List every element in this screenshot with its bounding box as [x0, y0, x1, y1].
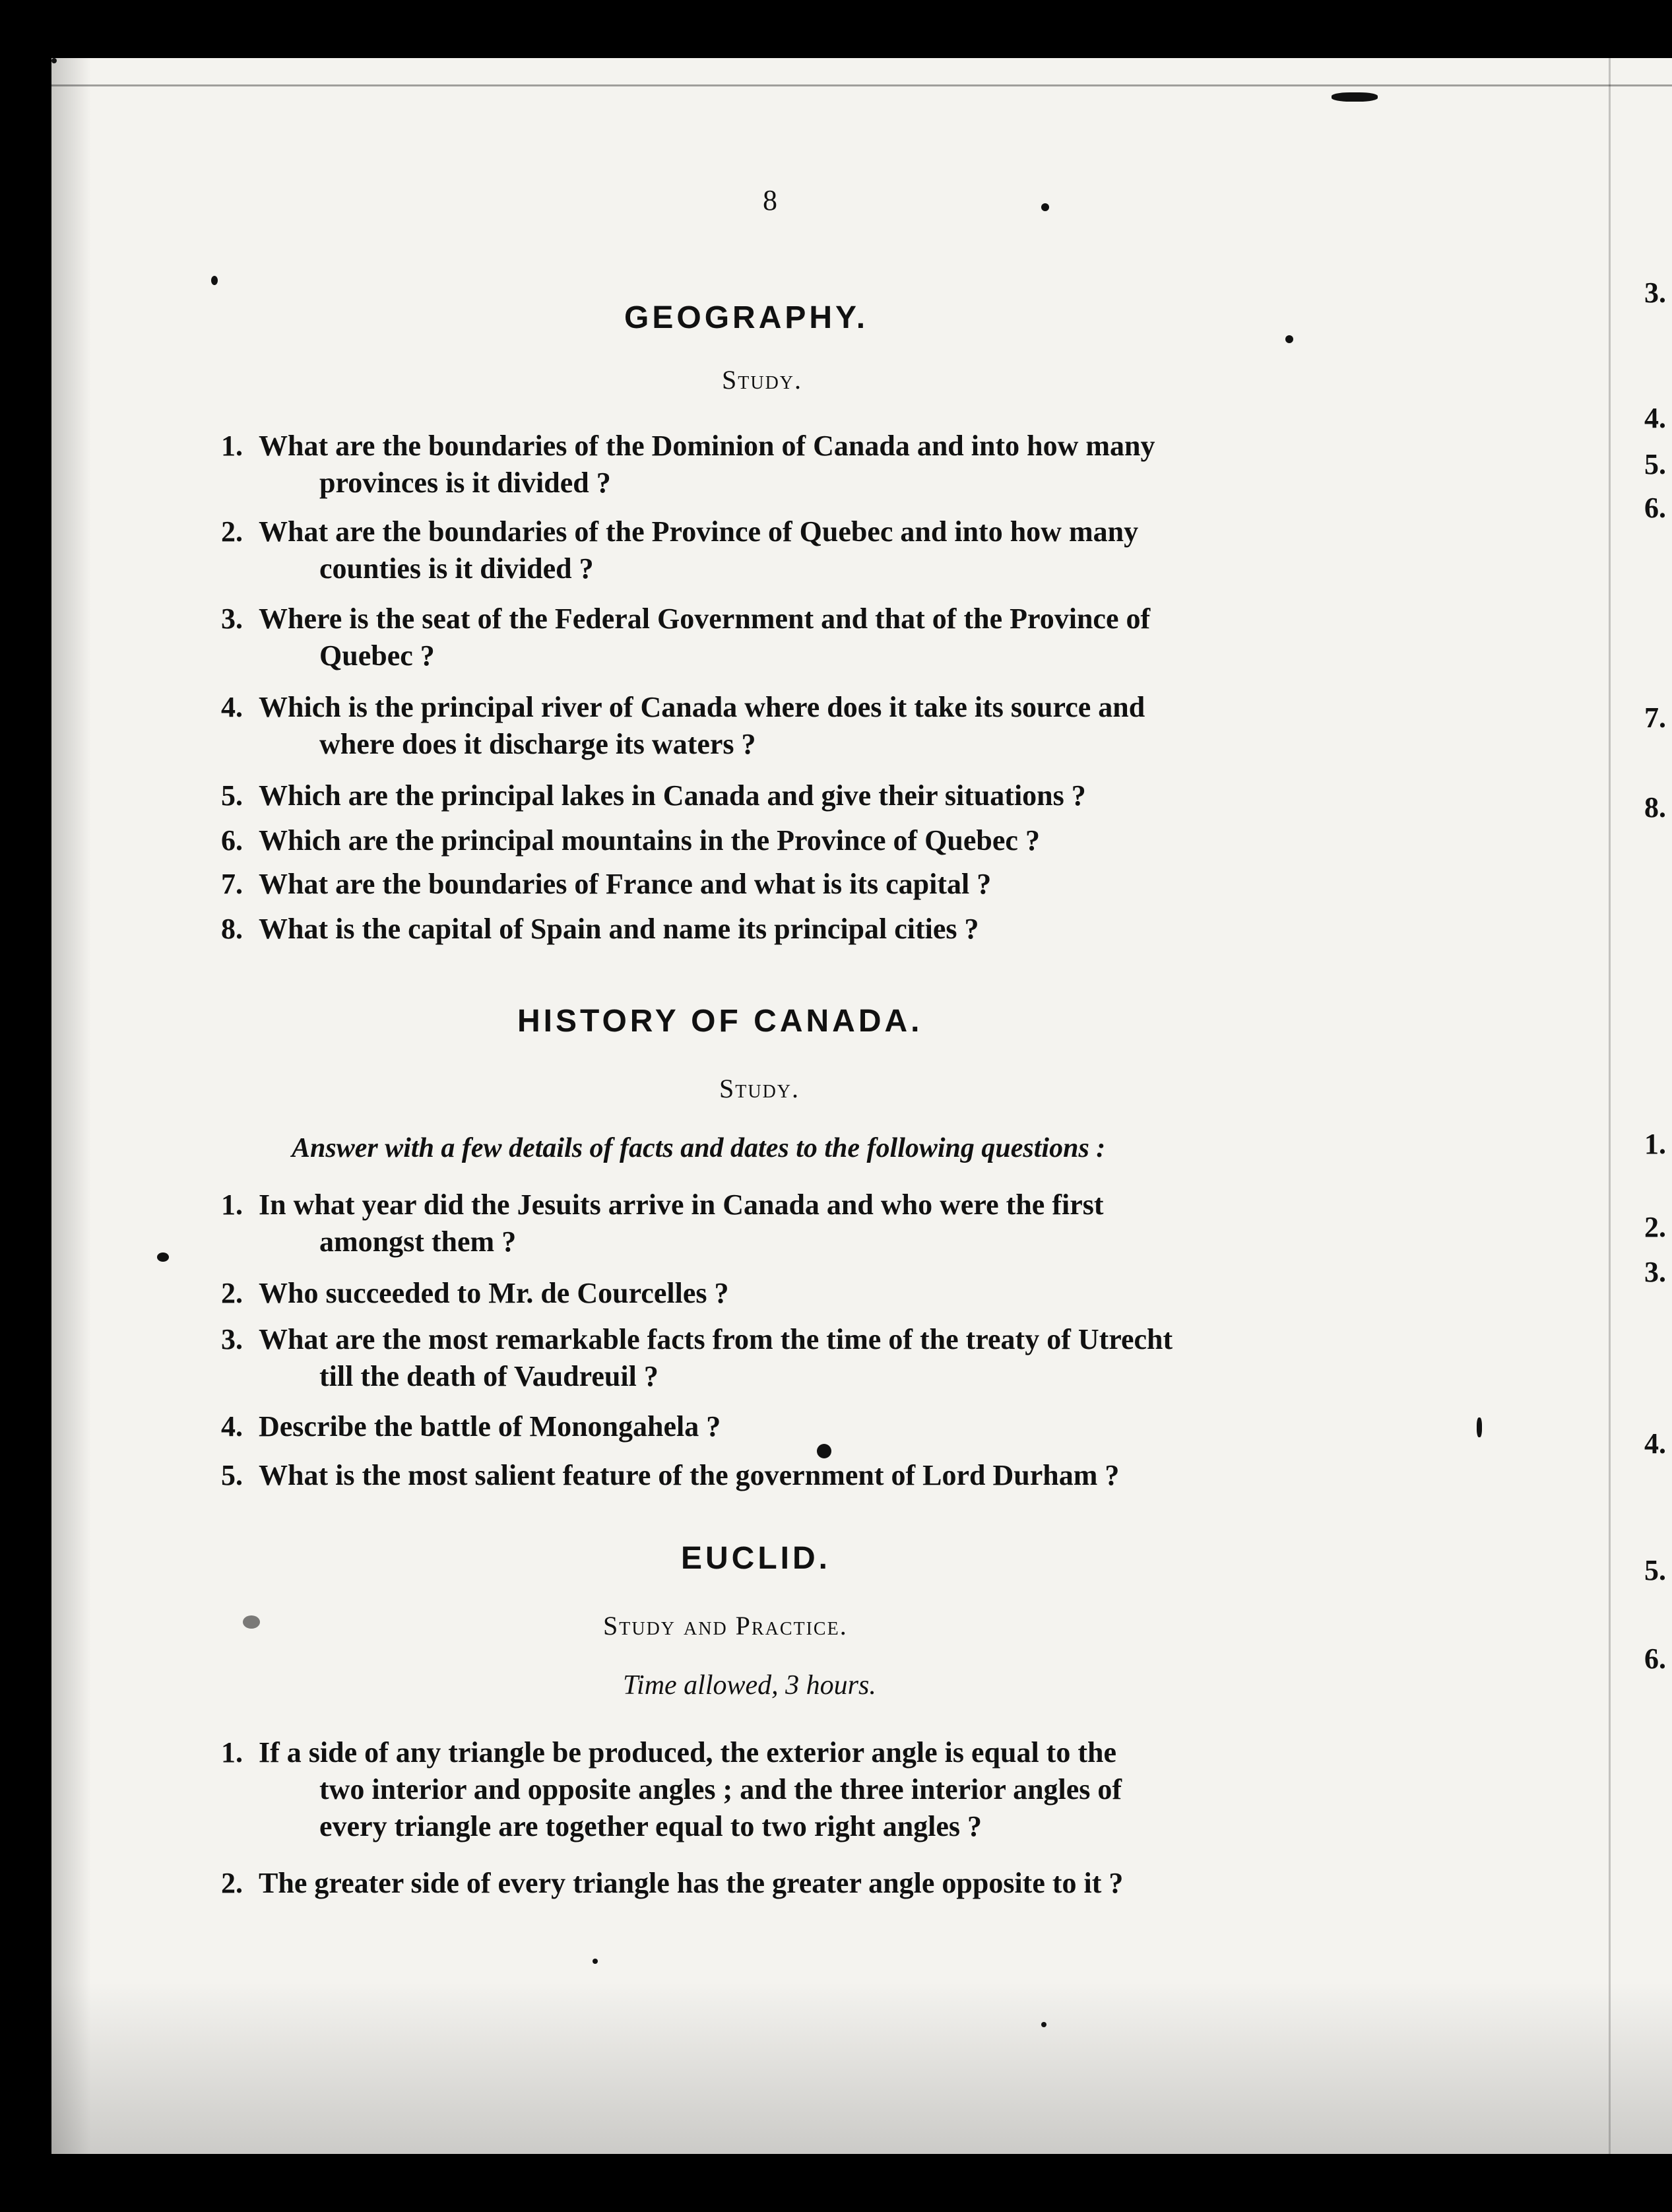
question-number: 2.	[221, 515, 243, 548]
scan-speck	[1041, 203, 1049, 211]
margin-number: 2.	[1644, 1211, 1666, 1243]
question-text: What is the capital of Spain and name its principal cities ?	[259, 913, 979, 945]
margin-number: 6.	[1644, 1643, 1666, 1675]
question-number: 5.	[221, 779, 243, 812]
margin-number: 5.	[1644, 448, 1666, 480]
question-text: Where is the seat of the Federal Government and that of the Province of	[259, 602, 1151, 635]
margin-number: 3.	[1644, 1256, 1666, 1288]
scan-speck	[243, 1615, 260, 1629]
question-text: The greater side of every triangle has the greater angle opposite to it ?	[259, 1867, 1124, 1899]
question-number: 3.	[221, 602, 243, 635]
scan-speck	[817, 1444, 831, 1458]
margin-number: 1.	[1644, 1128, 1666, 1160]
scan-speck	[1041, 2022, 1046, 2027]
scan-speck	[51, 58, 57, 63]
question-number: 8.	[221, 913, 243, 945]
question-text: Describe the battle of Monongahela ?	[259, 1410, 721, 1443]
scan-speck	[593, 1959, 598, 1964]
question-number: 1.	[221, 1188, 243, 1221]
euclid-time-allowed: Time allowed, 3 hours.	[623, 1670, 876, 1701]
question-text-continued: Quebec ?	[319, 639, 435, 672]
geography-subtitle: Study.	[722, 365, 803, 395]
question-number: 5.	[221, 1459, 243, 1491]
question-text: Which are the principal lakes in Canada and give their situations ?	[259, 779, 1086, 812]
history-title: HISTORY OF CANADA.	[517, 1004, 923, 1039]
euclid-title: EUCLID.	[681, 1541, 831, 1576]
scan-speck	[1285, 335, 1293, 343]
question-text: Which is the principal river of Canada where does it take its source and	[259, 691, 1145, 723]
scan-speck	[1332, 92, 1378, 102]
question-text-continued: amongst them ?	[319, 1225, 517, 1258]
question-text: Who succeeded to Mr. de Courcelles ?	[259, 1277, 729, 1309]
scanned-page	[51, 58, 1672, 2154]
margin-number: 4.	[1644, 402, 1666, 434]
page-fold-line	[1609, 58, 1611, 2154]
question-text: What are the boundaries of the Province of Quebec and into how many	[259, 515, 1139, 548]
question-number: 4.	[221, 691, 243, 723]
question-number: 4.	[221, 1410, 243, 1443]
question-text: What are the most remarkable facts from the time of the treaty of Utrecht	[259, 1323, 1173, 1355]
question-text-continued: two interior and opposite angles ; and the three interior angles of	[319, 1773, 1122, 1805]
page-number: 8	[763, 184, 777, 216]
question-text: In what year did the Jesuits arrive in Canada and who were the first	[259, 1188, 1104, 1221]
question-text-continued: every triangle are together equal to two right angles ?	[319, 1810, 982, 1842]
margin-number: 3.	[1644, 276, 1666, 309]
question-text: Which are the principal mountains in the Province of Quebec ?	[259, 824, 1040, 857]
page-edge-line	[51, 84, 1672, 86]
euclid-subtitle: Study and Practice.	[603, 1611, 848, 1641]
history-instruction: Answer with a few details of facts and dates to the following questions :	[292, 1133, 1106, 1163]
question-text: What are the boundaries of the Dominion of Canada and into how many	[259, 430, 1155, 462]
question-text-continued: where does it discharge its waters ?	[319, 728, 756, 760]
question-number: 1.	[221, 1736, 243, 1769]
margin-number: 7.	[1644, 701, 1666, 734]
scan-speck	[211, 276, 218, 285]
margin-number: 5.	[1644, 1554, 1666, 1586]
question-number: 7.	[221, 868, 243, 900]
scan-speck	[157, 1252, 169, 1262]
history-subtitle: Study.	[719, 1074, 800, 1103]
question-number: 3.	[221, 1323, 243, 1355]
question-text-continued: till the death of Vaudreuil ?	[319, 1360, 659, 1392]
question-text-continued: counties is it divided ?	[319, 552, 594, 585]
question-text: If a side of any triangle be produced, the exterior angle is equal to the	[259, 1736, 1116, 1769]
margin-number: 4.	[1644, 1427, 1666, 1460]
question-text: What is the most salient feature of the government of Lord Durham ?	[259, 1459, 1120, 1491]
margin-number: 6.	[1644, 492, 1666, 524]
margin-number: 8.	[1644, 791, 1666, 824]
question-number: 2.	[221, 1277, 243, 1309]
question-number: 6.	[221, 824, 243, 857]
question-text: What are the boundaries of France and what is its capital ?	[259, 868, 992, 900]
scan-speck	[1477, 1417, 1482, 1437]
question-text-continued: provinces is it divided ?	[319, 467, 611, 499]
question-number: 2.	[221, 1867, 243, 1899]
question-number: 1.	[221, 430, 243, 462]
geography-title: GEOGRAPHY.	[624, 300, 869, 335]
